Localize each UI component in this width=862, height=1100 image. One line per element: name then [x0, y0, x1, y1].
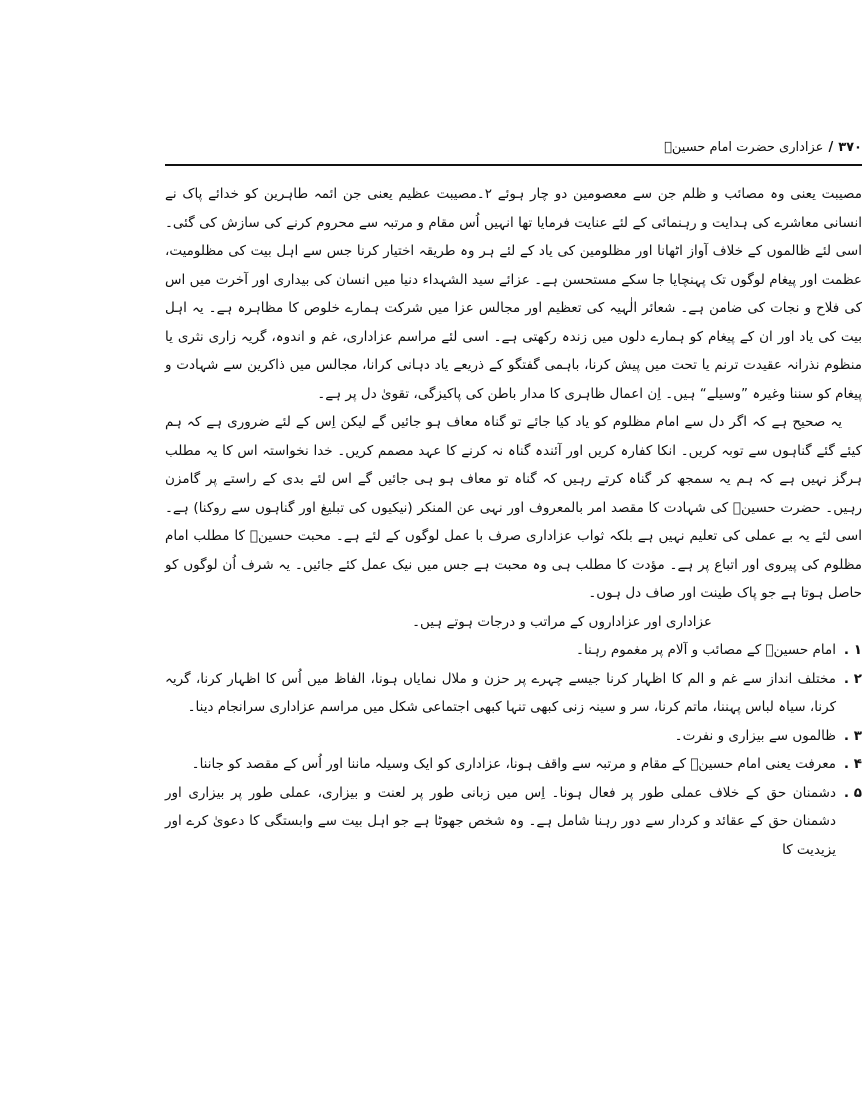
list-item — [165, 636, 862, 665]
ranks-list — [165, 636, 862, 864]
list-intro: عزاداری اور عزاداروں کے مراتب و درجات ہوتے ہیں۔ — [412, 613, 712, 630]
list-marker: ۴ . — [843, 756, 862, 772]
header-rule — [165, 164, 862, 166]
paragraph-1: مصیبت یعنی وہ مصائب و ظلم جن سے معصومین دو چار ہوئے ۲۔مصیبت عظیم یعنی جن ائمہ طاہرین کو خدائے پاک نے انسانی معاشرے کی ہدایت و رہنمائی کے لئے عنایت فرمایا تھا انہیں اُس مقام و مرتبہ سے محروم کرنے کی سازش کی گئی۔ اسی لئے ظالموں کے خلاف آواز اٹھانا اور مظلومین کی یاد کے لئے ہر وہ طریقہ اختیار کرنا جس سے اہل بیت کی مظلومیت، عظمت اور پیغام لوگوں تک پہنچایا جا سکے مستحسن ہے۔ عزائے سید الشہداء دنیا میں انسان کی بیداری اور آخرت میں اس کی فلاح و نجات کی ضامن ہے۔ شعائر الٰہیہ کی تعظیم اور مجالس عزا میں شرکت ہمارے خلوص کا مظاہرہ ہے۔ یہ اہل بیت کی یاد اور ان کے پیغام کو ہمارے دلوں میں زندہ رکھتی ہے۔ اسی لئے مراسم عزاداری، غم و اندوہ، گریہ زاری نثری یا منظوم نذرانہ عقیدت ترنم یا تحت میں پیش کرنا، باہمی گفتگو کے ذریعے یاد دہانی کرانا، مجالس میں ذاکرین سے شہادت و پیغام کو سننا وغیرہ ”وسیلے“ ہیں۔ اِن اعمال ظاہری کا مدار باطن کی پاکیزگی، تقویٰ دل پر ہے۔ — [165, 186, 862, 402]
list-item — [165, 722, 862, 751]
list-item — [165, 750, 862, 779]
list-marker: ۳ . — [843, 727, 862, 744]
list-item-text: امام حسینؑ کے مصائب و آلام پر مغموم رہنا۔ — [576, 642, 836, 658]
list-item-text: دشمنان حق کے خلاف عملی طور پر فعال ہونا۔ اِس میں زبانی طور پر لعنت و بیزاری، عملی طور پر بیزاری اور دشمنان حق کے عقائد و کردار سے دور رہنا شامل ہے۔ وہ شخص جھوٹا ہے جو اہل بیت سے وابستگی کا دعویٰ کرے اور یزیدیت کا — [165, 784, 836, 858]
list-marker: ۱ . — [843, 642, 862, 658]
list-item — [165, 779, 862, 865]
list-item-text: مختلف انداز سے غم و الم کا اظہار کرنا جیسے چہرے پر حزن و ملال نمایاں ہونا، الفاظ میں اُس کا اظہار کرنا، گریہ کرنا، سیاہ لباس پہننا، ماتم کرنا، سر و سینہ زنی کبھی تنہا کبھی اجتماعی شکل میں مراسم عزاداری سرانجام دینا۔ — [165, 670, 836, 715]
list-item-text: ظالموں سے بیزاری و نفرت۔ — [674, 727, 836, 744]
list-item — [165, 665, 862, 722]
header-separator: / — [828, 140, 834, 155]
page-number: ۳۷۰ — [838, 140, 862, 155]
paragraph-2: یہ صحیح ہے کہ اگر دل سے امام مظلوم کو یاد کیا جائے تو گناہ معاف ہو جائیں گے لیکن اِس کے لئے ضروری ہے کہ ہم کیئے گئے گناہوں سے توبہ کریں۔ انکا کفارہ کریں اور آئندہ گناہ نہ کرنے کا عہد مصمم کریں۔ خدا نخواستہ اس کا یہ مطلب ہرگز نہیں ہے کہ ہم یہ سمجھ کر گناہ کرتے رہیں کہ گناہ تو معاف ہو ہی جائیں گے اس لئے بدی کے راستے پر گامزن رہیں۔ حضرت حسینؑ کی شہادت کا مقصد امر بالمعروف اور نہی عن المنکر (نیکیوں کی تبلیغ اور گناہوں سے روکنا) ہے۔ اسی لئے یہ بے عملی کی تعلیم نہیں ہے بلکہ ثواب عزاداری صرف با عمل لوگوں کے لئے ہے۔ محبت حسینؑ کا مطلب امام مظلوم کی پیروی اور اتباع پر ہے۔ مؤدت کا مطلب ہی وہ محبت ہے جس میں نیک عمل کئے جائیں۔ یہ شرف اُن لوگوں کو حاصل ہوتا ہے جو پاک طینت اور صاف دل ہوں۔ — [165, 414, 862, 601]
page-body — [165, 180, 862, 864]
list-item-text: معرفت یعنی امام حسینؑ کے مقام و مرتبہ سے واقف ہونا، عزاداری کو ایک وسیلہ ماننا اور اُس کے مقصد کو جاننا۔ — [191, 756, 836, 772]
page-header — [165, 136, 862, 160]
list-marker: ۵ . — [843, 784, 862, 801]
running-title: عزاداری حضرت امام حسینؑ — [664, 140, 824, 155]
list-marker: ۲ . — [843, 670, 862, 687]
